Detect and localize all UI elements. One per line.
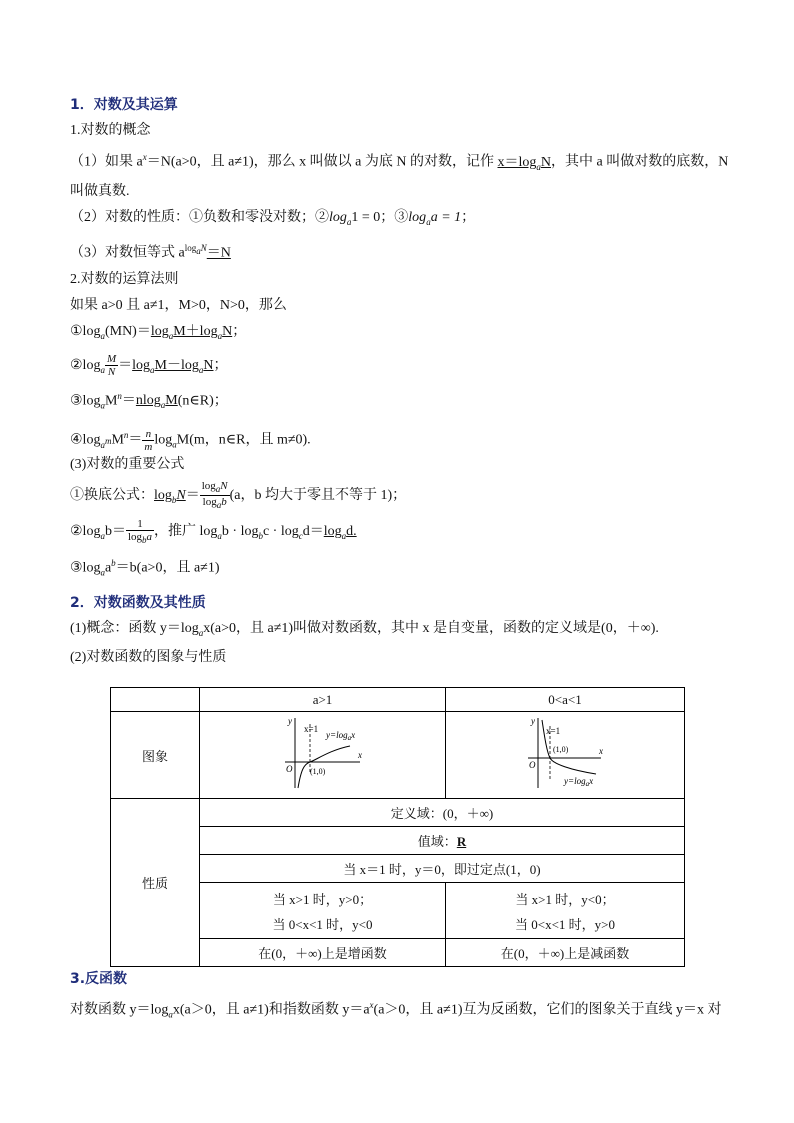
concept-line: (1)概念：函数 $y=\log_ax(a>0$，且 a≠1)叫做对数函数，其中 x 是自变量，函数的定义域是(0，＋∞). <box>70 620 659 638</box>
increasing-log-graph <box>200 712 445 794</box>
section-2-title: 2．对数函数及其性质 <box>70 594 206 611</box>
log-function-table <box>110 687 685 967</box>
rule-3: $③\log_aM^n=nlog_aM(n\in R)$； <box>70 390 228 411</box>
graph-decreasing <box>446 712 685 799</box>
section-3-title: 3.反函数 <box>70 971 128 987</box>
graph2-x1-label: x=1 <box>546 726 561 736</box>
inverse-line: 对数函数 $y=\log_ax(a>0$，且 a≠1)和指数函数 $y=a^x(a>0$，且 a≠1)互为反函数，它们的图象关于直线 y＝x 对 <box>70 1000 722 1020</box>
section-1-title: 1．对数及其运算 <box>70 97 178 113</box>
sign-increasing-cell: 当 x>1 时，y>0； 当 0<x<1 时，y<0 <box>200 883 446 939</box>
rule-4: $④\log_{a^m}M^n=$ $\frac{n}{m}$ $\log_aM(m$，n∈R，且 m≠0). <box>70 428 311 454</box>
document-body <box>70 92 740 1020</box>
decreasing-log-graph <box>446 712 684 794</box>
graph2-point-label: (1,0) <box>553 745 569 754</box>
subsection-concept: 1.对数的概念 <box>70 123 151 138</box>
range-cell: 值域：R <box>200 827 685 855</box>
formula-1: ①换底公式：$\log_bN=$ $\frac{\log_aN}{\log_ab}$ (a，b 均大于零且不等于 1)； <box>70 480 407 511</box>
row-label-graph: 图象 <box>111 712 200 799</box>
graph2-x-label: x <box>599 746 603 756</box>
graph-property-heading: (2)对数函数的图象与性质 <box>70 650 227 666</box>
table-corner <box>111 688 200 712</box>
monotonic-decreasing-cell: 在(0，＋∞)上是减函数 <box>446 939 685 967</box>
identity-line: （3）对数恒等式 $a^{log_aN}=N$ <box>70 243 231 261</box>
definition-line-2: 叫做真数. <box>70 184 130 200</box>
header-a-greater-1: a>1 <box>200 688 446 712</box>
graph-point-label: (1,0) <box>310 767 326 776</box>
fixed-point-cell: 当 x＝1 时，y＝0，即过定点(1，0) <box>200 855 685 883</box>
property-line: （2）对数的性质：①负数和零没对数；$②\log_a1 = 0$；$③\log_aa = 1$； <box>70 210 476 228</box>
monotonic-increasing-cell: 在(0，＋∞)上是增函数 <box>200 939 446 967</box>
formula-3: $③\log_aa^b=b(a>0$，且 a≠1) <box>70 558 220 578</box>
graph-y-label: y <box>288 716 292 726</box>
graph-x1-label: x=1 <box>304 724 319 734</box>
rule-1: $①\log_a(MN)=\log_aM+\log_aN$； <box>70 323 247 341</box>
rule-2: $②\log_a$ $\frac{M}{N}$ $=\log_aM-\log_aN$； <box>70 352 228 378</box>
subsection-rules: 2.对数的运算法则 <box>70 271 179 287</box>
graph2-curve-label: $y=\log_ax$ <box>564 776 594 788</box>
formula-2: $②\log_ab=$ $\frac{1}{\log_ba}$ ，推广 $\log_ab \cdot \log_bc \cdot \log_cd=\log_ad$. <box>70 517 357 546</box>
header-a-less-1: 0<a<1 <box>446 688 685 712</box>
definition-line: （1）如果 $a^x=N(a>0$，且 a≠1)，那么 x 叫做以 a 为底 N 的对数，记作 $x=\log_aN$，其中 a 叫做对数的底数，N <box>70 152 729 172</box>
sign-decreasing-cell: 当 x>1 时，y<0； 当 0<x<1 时，y>0 <box>446 883 685 939</box>
section-3 <box>70 966 740 1027</box>
domain-cell: 定义域：(0，＋∞) <box>200 799 685 827</box>
graph-increasing <box>200 712 446 799</box>
graph2-y-label: y <box>531 716 535 726</box>
graph-curve-label: $y=\log_ax$ <box>326 730 356 742</box>
rules-condition: 如果 a>0 且 a≠1，M>0，N>0，那么 <box>70 297 287 313</box>
graph2-origin-label: O <box>529 760 536 770</box>
graph-x-label: x <box>358 750 362 760</box>
subsection-formulas: (3)对数的重要公式 <box>70 457 185 473</box>
graph-origin-label: O <box>286 764 293 774</box>
row-label-properties: 性质 <box>111 799 200 967</box>
